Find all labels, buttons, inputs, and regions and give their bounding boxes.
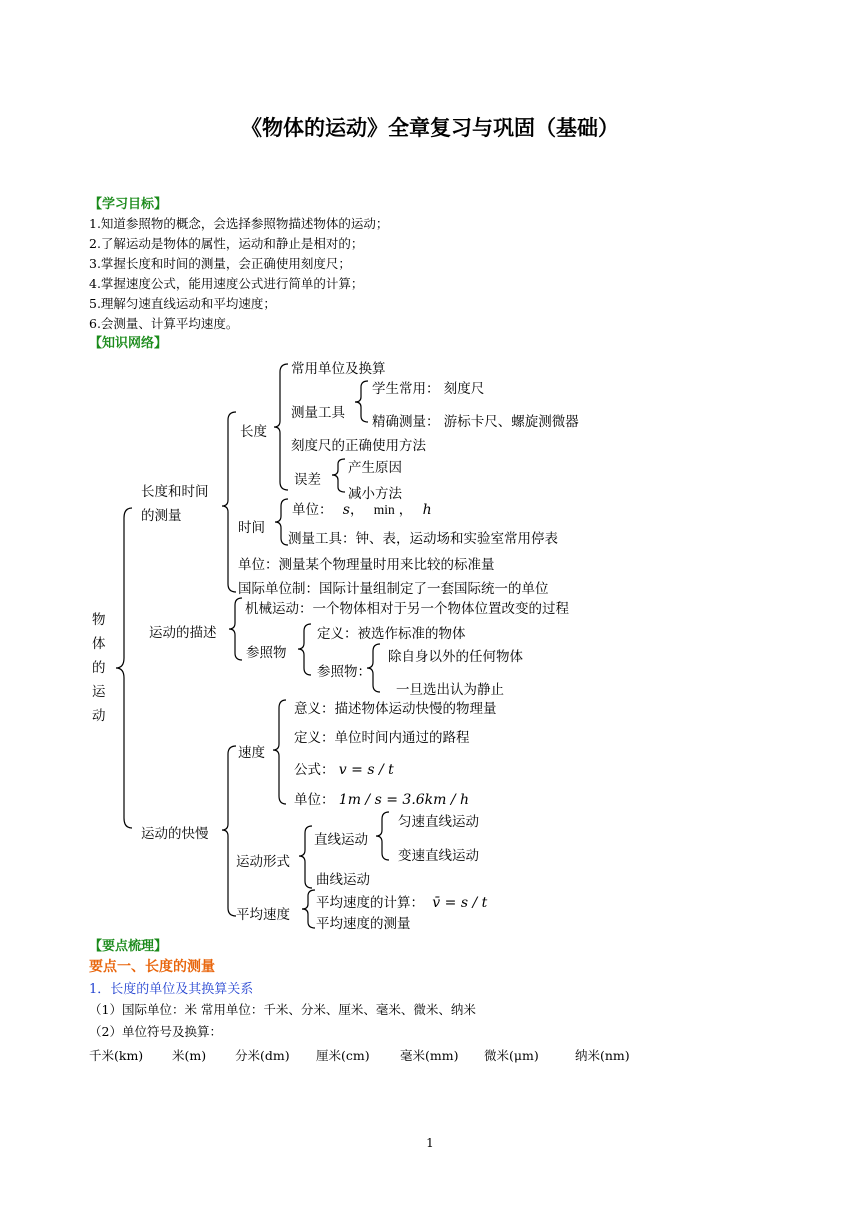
unit-m: 米(m) xyxy=(172,1048,207,1063)
unit-h: h xyxy=(422,502,432,518)
desc-brace xyxy=(229,598,242,660)
ruler-use-node: 刻度尺的正确使用方法 xyxy=(291,438,426,454)
symbols-line: （2）单位符号及换算： xyxy=(89,1024,222,1039)
measure-brace xyxy=(222,412,236,592)
objective-item: 6.会测量、计算平均速度。 xyxy=(89,316,239,331)
separator: ， xyxy=(349,502,364,518)
root-char: 体 xyxy=(92,636,106,652)
variable-node: 变速直线运动 xyxy=(398,848,479,864)
formula-label: 公式： xyxy=(294,762,335,778)
measure-label: 长度和时间 xyxy=(141,484,209,500)
root-char: 的 xyxy=(92,660,106,676)
page-title: 《物体的运动》全章复习与巩固（基础） xyxy=(241,116,619,140)
root-char: 运 xyxy=(92,684,106,700)
time-tools-node: 测量工具：钟、表，运动场和实验室常用停表 xyxy=(288,531,558,547)
reference-node: 参照物 xyxy=(246,645,287,661)
ref-def-node: 定义：被选作标准的物体 xyxy=(317,626,466,642)
unit-conversion: 1m / s = 3.6km / h xyxy=(338,792,470,808)
error-cause-node: 产生原因 xyxy=(348,460,402,476)
meaning-node: 意义：描述物体运动快慢的物理量 xyxy=(294,701,497,717)
mechanical-node: 机械运动：一个物体相对于另一个物体位置改变的过程 xyxy=(245,601,569,617)
speed-node: 速度 xyxy=(238,745,265,761)
linear-brace xyxy=(376,812,389,860)
unit-um: 微米(μm) xyxy=(484,1048,539,1063)
objective-item: 5.理解匀速直线运动和平均速度； xyxy=(89,296,276,311)
avg-brace xyxy=(302,890,315,928)
unit-node xyxy=(294,788,469,808)
root-brace xyxy=(116,508,132,828)
forms-node: 运动形式 xyxy=(236,854,290,870)
avg-formula: v̄ = s / t xyxy=(432,895,488,911)
si-node: 国际单位制：国际计量组制定了一套国际统一的单位 xyxy=(238,581,549,597)
length-brace xyxy=(274,364,288,490)
tools-node: 测量工具 xyxy=(291,405,345,421)
common-units-node: 常用单位及换算 xyxy=(291,361,386,377)
objective-item: 4.掌握速度公式，能用速度公式进行简单的计算； xyxy=(89,276,364,291)
time-brace xyxy=(275,499,288,545)
precise-tool-node: 精确测量： 游标卡尺、螺旋测微器 xyxy=(372,414,579,430)
unit-dm: 分米(dm) xyxy=(235,1048,290,1063)
student-tool-node: 学生常用： 刻度尺 xyxy=(372,381,485,397)
root-char: 物 xyxy=(92,612,106,628)
uniform-node: 匀速直线运动 xyxy=(398,814,479,830)
motion-desc-label: 运动的描述 xyxy=(149,625,217,641)
error-reduce-node: 减小方法 xyxy=(348,486,402,502)
network-heading: 【知识网络】 xyxy=(89,336,168,351)
speed-formula: v = s / t xyxy=(338,762,394,778)
si-units-line: （1）国际单位：米 常用单位：千米、分米、厘米、毫米、微米、纳米 xyxy=(89,1002,476,1017)
point1-heading: 要点一、长度的测量 xyxy=(89,959,215,975)
unit-nm: 纳米(nm) xyxy=(575,1048,630,1063)
sub1-heading: 1．长度的单位及其换算关系 xyxy=(89,982,254,997)
unit-km: 千米(km) xyxy=(89,1048,144,1063)
unit-min: min xyxy=(373,502,395,517)
measure-label: 的测量 xyxy=(141,508,182,524)
error-brace xyxy=(332,459,345,492)
reference-brace xyxy=(298,624,311,675)
ref-any-node: 除自身以外的任何物体 xyxy=(388,649,523,665)
formula-node xyxy=(294,758,394,778)
unit-s: s xyxy=(342,502,350,518)
objective-item: 2.了解运动是物体的属性，运动和静止是相对的； xyxy=(89,236,364,251)
avg-node: 平均速度 xyxy=(236,907,290,923)
unit-cm: 厘米(cm) xyxy=(316,1048,370,1063)
time-unit-node xyxy=(292,498,432,518)
speed-group-brace xyxy=(222,746,236,916)
linear-node: 直线运动 xyxy=(314,832,368,848)
error-node: 误差 xyxy=(294,472,321,488)
avg-calc-node xyxy=(316,891,487,911)
time-unit-prefix: 单位： xyxy=(292,502,333,518)
definition-node: 定义：单位时间内通过的路程 xyxy=(294,730,470,746)
speed-brace xyxy=(273,700,286,804)
avg-calc-label: 平均速度的计算： xyxy=(316,895,424,911)
objectives-heading: 【学习目标】 xyxy=(89,197,168,212)
unit-mm: 毫米(mm) xyxy=(400,1048,459,1063)
page-number: 1 xyxy=(426,1136,434,1150)
forms-brace xyxy=(299,826,312,888)
objective-item: 3.掌握长度和时间的测量，会正确使用刻度尺； xyxy=(89,256,351,271)
time-node: 时间 xyxy=(238,520,265,536)
avg-measure-node: 平均速度的测量 xyxy=(316,916,411,932)
unit-def-node: 单位：测量某个物理量时用来比较的标准量 xyxy=(238,557,495,573)
length-node: 长度 xyxy=(240,424,267,440)
ref-static-node: 一旦选出认为静止 xyxy=(396,682,504,698)
curve-node: 曲线运动 xyxy=(316,872,370,888)
objective-item: 1.知道参照物的概念，会选择参照物描述物体的运动； xyxy=(89,216,389,231)
root-char: 动 xyxy=(92,708,106,724)
separator: ， xyxy=(398,502,413,518)
ref-obj-node: 参照物： xyxy=(317,664,371,680)
unit-label: 单位： xyxy=(294,792,335,808)
motion-speed-label: 运动的快慢 xyxy=(141,826,209,842)
tools-brace xyxy=(355,381,368,422)
keypoints-heading: 【要点梳理】 xyxy=(89,939,168,954)
